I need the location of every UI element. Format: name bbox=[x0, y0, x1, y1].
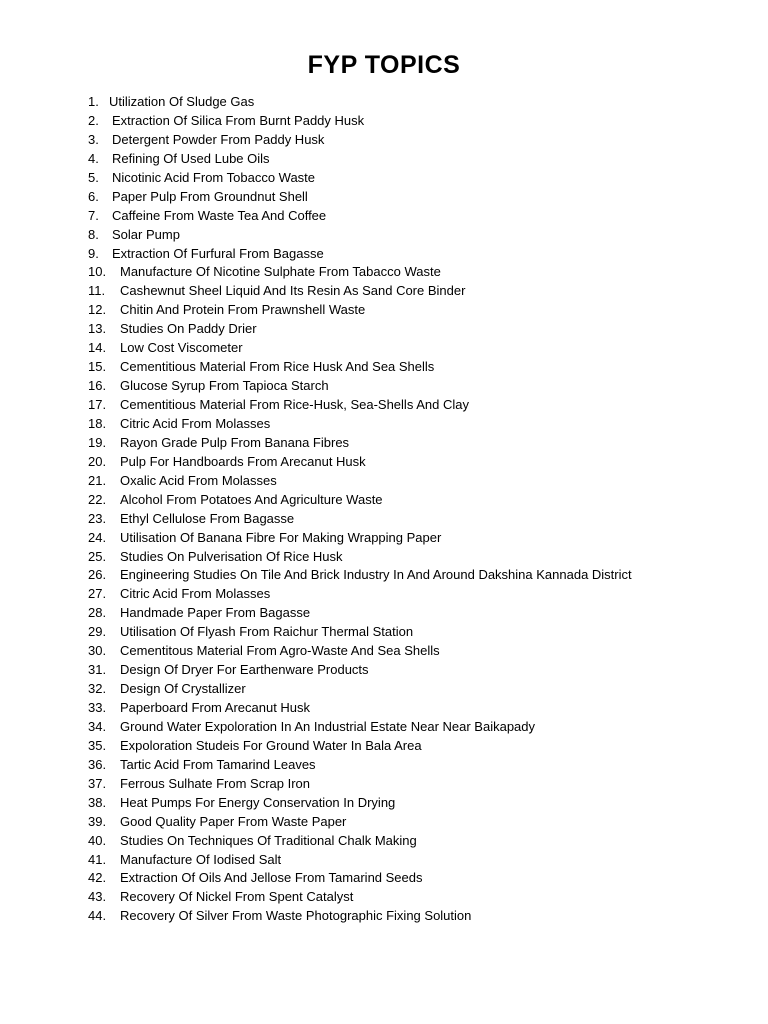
list-item-text: Manufacture Of Nicotine Sulphate From Tabacco Waste bbox=[120, 264, 441, 280]
list-item-number: 3. bbox=[88, 131, 99, 147]
list-item bbox=[88, 851, 758, 870]
list-item-number: 13. bbox=[88, 321, 107, 337]
list-item bbox=[88, 472, 758, 491]
list-item bbox=[88, 245, 758, 264]
list-item bbox=[88, 207, 758, 226]
list-item bbox=[88, 188, 758, 207]
topic-list bbox=[88, 93, 758, 926]
list-item-text: Design Of Crystallizer bbox=[120, 681, 246, 697]
list-item-text: Detergent Powder From Paddy Husk bbox=[112, 131, 325, 147]
list-item-number: 29. bbox=[88, 624, 107, 640]
list-item-number: 22. bbox=[88, 491, 107, 507]
list-item bbox=[88, 548, 758, 567]
list-item-number: 33. bbox=[88, 700, 107, 715]
list-item-text: Citric Acid From Molasses bbox=[120, 415, 271, 431]
list-item-number: 27. bbox=[88, 586, 107, 602]
list-item-number: 21. bbox=[88, 472, 107, 488]
list-item bbox=[88, 585, 758, 604]
list-item-text: Refining Of Used Lube Oils bbox=[112, 150, 270, 166]
list-item-text: Paper Pulp From Groundnut Shell bbox=[112, 188, 308, 204]
list-item-number: 26. bbox=[88, 567, 107, 583]
list-item bbox=[88, 301, 758, 320]
list-item-text: Cementitious Material From Rice Husk And Sea Shells bbox=[120, 359, 435, 375]
list-item-text: Extraction Of Furfural From Bagasse bbox=[112, 245, 324, 261]
list-item bbox=[88, 699, 758, 718]
list-item-text: Oxalic Acid From Molasses bbox=[120, 472, 277, 488]
list-item-text: Chitin And Protein From Prawnshell Waste bbox=[120, 302, 366, 318]
list-item-number: 39. bbox=[88, 813, 107, 829]
list-item bbox=[88, 112, 758, 131]
list-item-text: Recovery Of Silver From Waste Photographic Fixing Solution bbox=[120, 908, 472, 924]
list-item bbox=[88, 529, 758, 548]
list-item bbox=[88, 415, 758, 434]
list-item bbox=[88, 623, 758, 642]
list-item-text: Low Cost Viscometer bbox=[120, 340, 243, 356]
list-item-number: 36. bbox=[88, 756, 107, 772]
list-item-text: Utilisation Of Flyash From Raichur Thermal Station bbox=[120, 624, 414, 640]
list-item-text: Nicotinic Acid From Tobacco Waste bbox=[112, 169, 316, 185]
list-item-text: Utilisation Of Banana Fibre For Making Wrapping Paper bbox=[120, 529, 442, 545]
list-item-number: 30. bbox=[88, 643, 107, 659]
list-item-text: Extraction Of Oils And Jellose From Tamarind Seeds bbox=[120, 870, 423, 886]
list-item bbox=[88, 604, 758, 623]
list-item-number: 24. bbox=[88, 529, 107, 545]
list-item-text: Engineering Studies On Tile And Brick Industry In And Around Dakshina Kannada District bbox=[120, 567, 632, 583]
list-item bbox=[88, 434, 758, 453]
list-item-number: 23. bbox=[88, 510, 107, 526]
list-item bbox=[88, 869, 758, 888]
list-item-number: 31. bbox=[88, 662, 107, 678]
list-item bbox=[88, 169, 758, 188]
list-item-text: Caffeine From Waste Tea And Coffee bbox=[112, 207, 327, 223]
list-item bbox=[88, 226, 758, 245]
list-item-number: 35. bbox=[88, 737, 107, 753]
list-item-text: Design Of Dryer For Earthenware Products bbox=[120, 662, 369, 678]
page-title: FYP TOPICS bbox=[307, 51, 461, 79]
list-item-text: Cementitious Material From Rice-Husk, Sea-Shells And Clay bbox=[120, 397, 469, 412]
list-item bbox=[88, 907, 758, 926]
list-item bbox=[88, 320, 758, 339]
list-item bbox=[88, 131, 758, 150]
list-item-number: 15. bbox=[88, 359, 107, 375]
list-item-number: 7. bbox=[88, 207, 99, 223]
list-item bbox=[88, 718, 758, 737]
list-item-number: 32. bbox=[88, 681, 107, 697]
list-item-text: Ethyl Cellulose From Bagasse bbox=[120, 510, 295, 526]
list-item-number: 8. bbox=[88, 226, 99, 242]
list-item bbox=[88, 888, 758, 907]
list-item-text: Studies On Paddy Drier bbox=[120, 321, 257, 337]
list-item-number: 19. bbox=[88, 434, 107, 450]
list-item-text: Recovery Of Nickel From Spent Catalyst bbox=[120, 889, 354, 905]
list-item bbox=[88, 642, 758, 661]
list-item-text: Manufacture Of Iodised Salt bbox=[120, 851, 282, 867]
list-item bbox=[88, 150, 758, 169]
list-item-number: 37. bbox=[88, 775, 107, 791]
list-item-text: Utilization Of Sludge Gas bbox=[109, 94, 255, 109]
list-item bbox=[88, 377, 758, 396]
list-item-text: Extraction Of Silica From Burnt Paddy Husk bbox=[112, 112, 365, 128]
list-item-number: 11. bbox=[88, 283, 106, 299]
list-item-text: Glucose Syrup From Tapioca Starch bbox=[120, 378, 329, 394]
list-item bbox=[88, 832, 758, 851]
list-item bbox=[88, 737, 758, 756]
list-item-text: Solar Pump bbox=[112, 226, 180, 242]
list-item-number: 2. bbox=[88, 112, 99, 128]
list-item bbox=[88, 510, 758, 529]
list-item-text: Ground Water Expoloration In An Industrial Estate Near Near Baikapady bbox=[120, 718, 536, 734]
list-item-number: 1. bbox=[88, 94, 99, 109]
list-item bbox=[88, 453, 758, 472]
list-item-number: 20. bbox=[88, 453, 107, 469]
list-item-number: 28. bbox=[88, 605, 107, 621]
list-item bbox=[88, 339, 758, 358]
list-item bbox=[88, 396, 758, 415]
list-item-number: 44. bbox=[88, 908, 107, 924]
list-item bbox=[88, 813, 758, 832]
list-item-number: 9. bbox=[88, 245, 99, 261]
list-item-number: 10. bbox=[88, 264, 107, 280]
list-item-text: Heat Pumps For Energy Conservation In Drying bbox=[120, 794, 396, 810]
list-item-text: Pulp For Handboards From Arecanut Husk bbox=[120, 453, 366, 469]
list-item bbox=[88, 661, 758, 680]
list-item bbox=[88, 93, 758, 112]
list-item bbox=[88, 358, 758, 377]
list-item-number: 4. bbox=[88, 150, 99, 166]
list-item-number: 12. bbox=[88, 302, 107, 318]
list-item-text: Paperboard From Arecanut Husk bbox=[120, 700, 311, 715]
list-item bbox=[88, 794, 758, 813]
list-item-text: Studies On Pulverisation Of Rice Husk bbox=[120, 548, 343, 564]
list-item-number: 40. bbox=[88, 832, 107, 848]
list-item bbox=[88, 566, 758, 585]
list-item-number: 16. bbox=[88, 378, 107, 394]
list-item-number: 34. bbox=[88, 718, 107, 734]
list-item-text: Alcohol From Potatoes And Agriculture Waste bbox=[120, 491, 383, 507]
list-item-text: Good Quality Paper From Waste Paper bbox=[120, 813, 347, 829]
list-item bbox=[88, 756, 758, 775]
list-item-number: 25. bbox=[88, 548, 107, 564]
list-item-number: 43. bbox=[88, 889, 107, 905]
list-item bbox=[88, 263, 758, 282]
list-item-text: Handmade Paper From Bagasse bbox=[120, 605, 311, 621]
list-item-text: Rayon Grade Pulp From Banana Fibres bbox=[120, 434, 350, 450]
list-item bbox=[88, 491, 758, 510]
list-item-text: Citric Acid From Molasses bbox=[120, 586, 271, 602]
list-item bbox=[88, 282, 758, 301]
list-item-text: Cementitous Material From Agro-Waste And Sea Shells bbox=[120, 643, 440, 659]
list-item-text: Studies On Techniques Of Traditional Chalk Making bbox=[120, 832, 417, 848]
list-item-text: Ferrous Sulhate From Scrap Iron bbox=[120, 775, 311, 791]
list-item-text: Cashewnut Sheel Liquid And Its Resin As Sand Core Binder bbox=[120, 283, 466, 299]
list-item-text: Tartic Acid From Tamarind Leaves bbox=[120, 756, 316, 772]
list-item-number: 14. bbox=[88, 340, 107, 356]
list-item-number: 6. bbox=[88, 188, 99, 204]
list-item-number: 5. bbox=[88, 169, 99, 185]
list-item-number: 42. bbox=[88, 870, 107, 886]
list-item bbox=[88, 680, 758, 699]
list-item-number: 38. bbox=[88, 794, 107, 810]
list-item-text: Expoloration Studeis For Ground Water In Bala Area bbox=[120, 737, 422, 753]
list-item-number: 18. bbox=[88, 415, 107, 431]
list-item-number: 41. bbox=[88, 851, 107, 867]
list-item-number: 17. bbox=[88, 397, 107, 412]
list-item bbox=[88, 775, 758, 794]
